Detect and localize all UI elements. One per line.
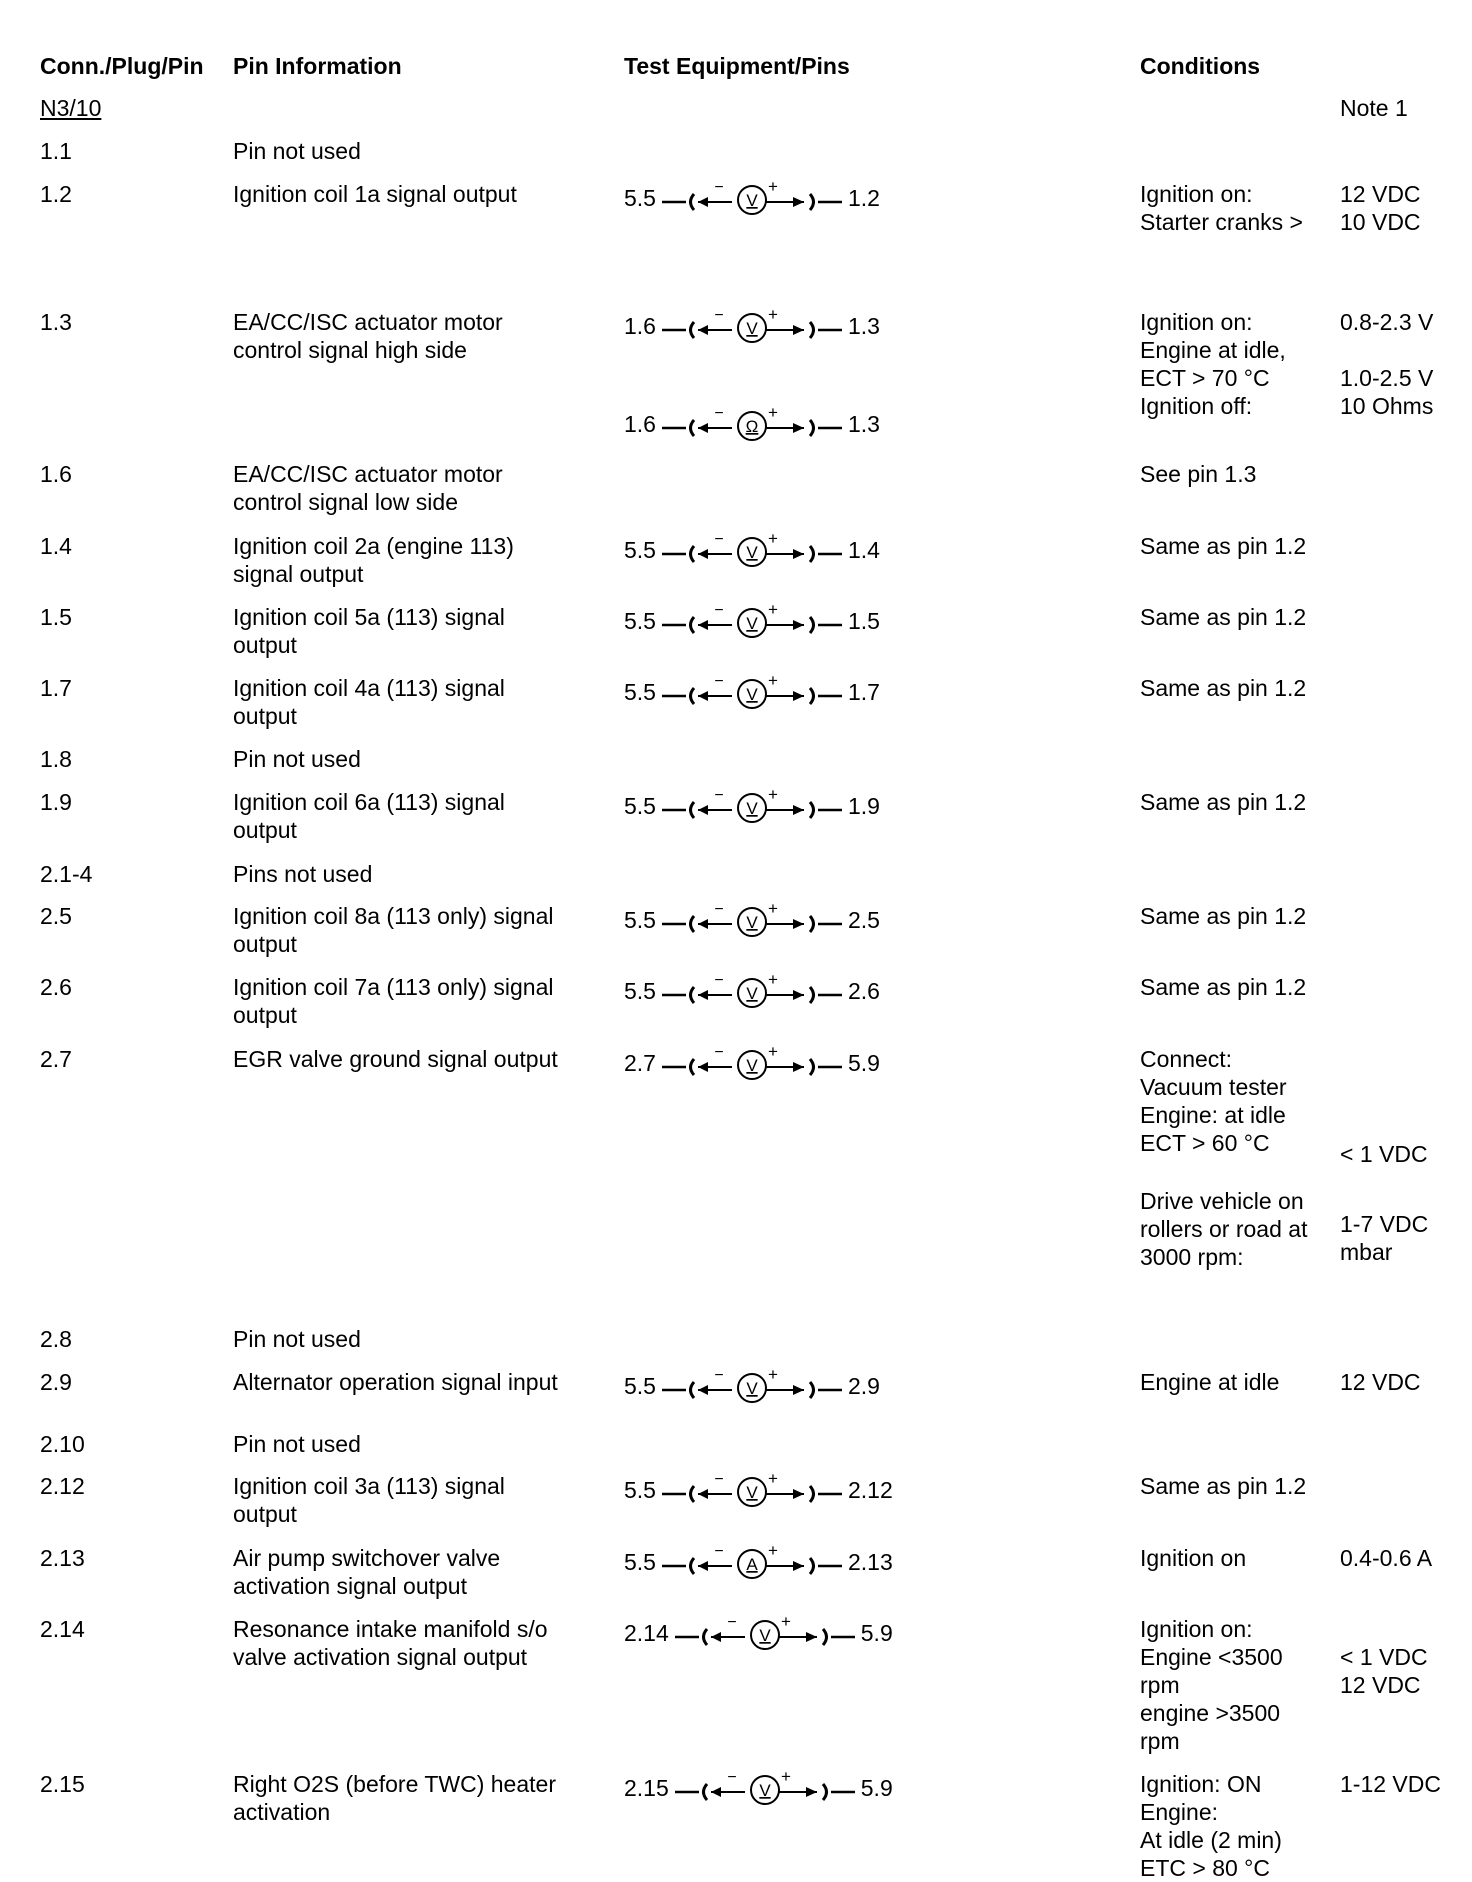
condition-value: 12 VDC: [1340, 181, 1421, 207]
test-meter: [624, 1768, 893, 1808]
condition-text: ETC > 80 °C: [1140, 1855, 1270, 1881]
header-pin-info: Pin Information: [233, 53, 402, 79]
pin-information: Pin not used: [233, 1431, 361, 1457]
condition-text: Ignition on:: [1140, 1616, 1253, 1642]
meter-left-pin: 5.5: [624, 185, 656, 211]
meter-symbol-voltmeter-icon: [662, 530, 842, 570]
header-conn: Conn./Plug/Pin: [40, 53, 204, 79]
pin-information: Ignition coil 6a (113) signal: [233, 789, 505, 815]
pin-information: output: [233, 632, 297, 658]
meter-right-pin: 1.4: [847, 537, 880, 563]
pin-information: Pin not used: [233, 138, 361, 164]
svg-text:+: +: [768, 1043, 778, 1061]
meter-symbol-ammeter-icon: [662, 1542, 842, 1582]
svg-text:−: −: [714, 307, 724, 324]
svg-text:−: −: [727, 1769, 737, 1786]
connector-id: N3/10: [40, 95, 102, 121]
svg-text:−: −: [714, 1543, 724, 1560]
pin-information: Ignition coil 5a (113) signal: [233, 604, 505, 630]
svg-text:+: +: [768, 672, 778, 690]
svg-text:V: V: [746, 319, 758, 338]
condition-value: 0.4-0.6 A: [1340, 1545, 1433, 1571]
test-meter: [624, 1470, 893, 1510]
meter-right-pin: 5.9: [860, 1620, 893, 1646]
condition-text: Ignition on:: [1140, 181, 1253, 207]
svg-text:+: +: [768, 1366, 778, 1384]
pin-information: signal output: [233, 561, 364, 587]
condition-text: Engine <3500: [1140, 1644, 1283, 1670]
pin-number: 1.2: [40, 181, 72, 207]
pin-information: EA/CC/ISC actuator motor: [233, 461, 503, 487]
pin-number: 1.4: [40, 533, 72, 559]
pin-information: Pin not used: [233, 746, 361, 772]
meter-right-pin: 2.13: [847, 1549, 893, 1575]
pin-number: 1.8: [40, 746, 72, 772]
pin-information: output: [233, 931, 297, 957]
pin-information: Alternator operation signal input: [233, 1369, 558, 1395]
pin-number: 1.3: [40, 309, 72, 335]
meter-left-pin: 5.5: [624, 537, 656, 563]
pin-information: activation: [233, 1799, 331, 1825]
pin-information: output: [233, 1501, 297, 1527]
meter-right-pin: 1.5: [847, 608, 880, 634]
meter-right-pin: 5.9: [860, 1775, 893, 1801]
condition-text: At idle (2 min): [1140, 1827, 1282, 1853]
meter-left-pin: 2.15: [624, 1775, 669, 1801]
svg-text:−: −: [714, 405, 724, 422]
meter-symbol-voltmeter-icon: [662, 1043, 842, 1083]
meter-symbol-voltmeter-icon: [662, 1366, 842, 1406]
svg-text:V: V: [759, 1781, 771, 1800]
condition-text: Same as pin 1.2: [1140, 974, 1307, 1000]
meter-symbol-voltmeter-icon: [662, 601, 842, 641]
condition-text: Engine: at idle: [1140, 1102, 1286, 1128]
svg-text:+: +: [780, 1768, 791, 1786]
svg-text:V: V: [746, 913, 758, 932]
condition-value: 0.8-2.3 V: [1340, 309, 1434, 335]
meter-left-pin: 5.5: [624, 1549, 656, 1575]
svg-text:−: −: [714, 673, 724, 690]
test-meter: [624, 1366, 880, 1406]
test-meter: [624, 1613, 893, 1653]
meter-left-pin: 5.5: [624, 978, 656, 1004]
meter-left-pin: 2.7: [624, 1050, 656, 1076]
pin-number: 2.5: [40, 903, 72, 929]
meter-left-pin: 5.5: [624, 1477, 656, 1503]
pin-information: Pin not used: [233, 1326, 361, 1352]
condition-text: Connect:: [1140, 1046, 1233, 1072]
pin-information: Air pump switchover valve: [233, 1545, 501, 1571]
svg-text:V: V: [746, 614, 758, 633]
pin-number: 1.9: [40, 789, 72, 815]
pin-information: Ignition coil 3a (113) signal: [233, 1473, 505, 1499]
meter-left-pin: 5.5: [624, 679, 656, 705]
condition-text: Ignition on: [1140, 1545, 1247, 1571]
svg-text:V: V: [746, 984, 758, 1003]
condition-text: 3000 rpm:: [1140, 1244, 1244, 1270]
svg-text:+: +: [768, 1542, 778, 1560]
condition-text: engine >3500: [1140, 1700, 1281, 1726]
pin-number: 1.1: [40, 138, 72, 164]
pin-information: Resonance intake manifold s/o: [233, 1616, 548, 1642]
condition-text: Vacuum tester: [1140, 1074, 1287, 1100]
condition-value: 1-7 VDC: [1340, 1211, 1429, 1237]
svg-text:−: −: [714, 1044, 724, 1061]
condition-value: mbar: [1340, 1239, 1393, 1265]
pin-number: 2.6: [40, 974, 72, 1000]
condition-text: Same as pin 1.2: [1140, 789, 1307, 815]
condition-text: Same as pin 1.2: [1140, 1473, 1307, 1499]
condition-text: rollers or road at: [1140, 1216, 1308, 1242]
meter-symbol-voltmeter-icon: [662, 786, 842, 826]
pin-information: Pins not used: [233, 861, 373, 887]
svg-text:V: V: [746, 191, 758, 210]
meter-symbol-voltmeter-icon: [662, 900, 842, 940]
test-meter: [624, 971, 880, 1011]
test-meter: [624, 900, 880, 940]
meter-right-pin: 2.9: [847, 1373, 880, 1399]
meter-right-pin: 1.7: [847, 679, 880, 705]
svg-text:+: +: [768, 601, 778, 619]
condition-value: 1-12 VDC: [1340, 1771, 1441, 1797]
condition-text: See pin 1.3: [1140, 461, 1257, 487]
pin-information: output: [233, 1002, 297, 1028]
test-meter: [624, 672, 880, 712]
condition-text: Same as pin 1.2: [1140, 533, 1307, 559]
pin-information: EGR valve ground signal output: [233, 1046, 558, 1072]
pin-number: 2.7: [40, 1046, 72, 1072]
svg-text:V: V: [746, 543, 758, 562]
pin-information: Ignition coil 1a signal output: [233, 181, 517, 207]
pin-number: 2.13: [40, 1545, 85, 1571]
test-meter: [624, 1043, 880, 1083]
test-meter: [624, 530, 880, 570]
condition-value: 12 VDC: [1340, 1672, 1421, 1698]
pin-information: output: [233, 703, 297, 729]
svg-text:Ω: Ω: [745, 417, 759, 436]
pin-information: Ignition coil 7a (113 only) signal: [233, 974, 554, 1000]
pin-number: 2.15: [40, 1771, 85, 1797]
condition-text: Ignition off:: [1140, 393, 1253, 419]
pin-information: activation signal output: [233, 1573, 467, 1599]
pin-information: Ignition coil 2a (engine 113): [233, 533, 514, 559]
svg-text:V: V: [746, 1056, 758, 1075]
condition-text: Engine:: [1140, 1799, 1219, 1825]
test-meter: [624, 601, 880, 641]
svg-text:+: +: [780, 1613, 791, 1631]
condition-text: Same as pin 1.2: [1140, 604, 1307, 630]
svg-text:−: −: [727, 1614, 737, 1631]
condition-value: < 1 VDC: [1340, 1644, 1428, 1670]
pin-number: 2.1-4: [40, 861, 93, 887]
test-meter: [624, 178, 880, 218]
test-meter: [624, 786, 880, 826]
meter-symbol-ohmmeter-icon: [662, 404, 842, 444]
svg-text:−: −: [714, 901, 724, 918]
condition-text: Same as pin 1.2: [1140, 903, 1307, 929]
condition-value: 1.0-2.5 V: [1340, 365, 1434, 391]
svg-text:A: A: [746, 1555, 758, 1574]
header-conditions: Conditions: [1140, 53, 1261, 79]
meter-left-pin: 1.6: [624, 411, 656, 437]
pin-information: output: [233, 817, 297, 843]
meter-symbol-voltmeter-icon: [675, 1768, 855, 1808]
condition-text: ECT > 70 °C: [1140, 365, 1270, 391]
svg-text:V: V: [759, 1626, 771, 1645]
test-meter: [624, 1542, 893, 1582]
pin-number: 1.6: [40, 461, 72, 487]
svg-text:+: +: [768, 404, 778, 422]
pin-information: control signal low side: [233, 489, 459, 515]
meter-right-pin: 2.12: [847, 1477, 893, 1503]
pin-number: 2.10: [40, 1431, 85, 1457]
condition-text: Drive vehicle on: [1140, 1188, 1304, 1214]
condition-value: 10 Ohms: [1340, 393, 1434, 419]
meter-symbol-voltmeter-icon: [675, 1613, 855, 1653]
pin-information: control signal high side: [233, 337, 467, 363]
test-meter: [624, 306, 880, 346]
svg-text:−: −: [714, 1367, 724, 1384]
condition-text: ECT > 60 °C: [1140, 1130, 1270, 1156]
condition-text: Ignition on:: [1140, 309, 1253, 335]
svg-text:V: V: [746, 1379, 758, 1398]
condition-value: 12 VDC: [1340, 1369, 1421, 1395]
meter-right-pin: 2.6: [847, 978, 880, 1004]
pin-number: 2.14: [40, 1616, 85, 1642]
meter-symbol-voltmeter-icon: [662, 1470, 842, 1510]
svg-text:−: −: [714, 1471, 724, 1488]
pin-number: 2.12: [40, 1473, 85, 1499]
svg-text:−: −: [714, 531, 724, 548]
pin-number: 1.5: [40, 604, 72, 630]
svg-text:V: V: [746, 799, 758, 818]
meter-right-pin: 2.5: [847, 907, 880, 933]
meter-symbol-voltmeter-icon: [662, 672, 842, 712]
meter-left-pin: 1.6: [624, 313, 656, 339]
meter-left-pin: 5.5: [624, 608, 656, 634]
header-test-equipment: Test Equipment/Pins: [624, 53, 850, 79]
svg-text:V: V: [746, 1483, 758, 1502]
meter-left-pin: 2.14: [624, 1620, 669, 1646]
meter-right-pin: 1.2: [847, 185, 880, 211]
svg-text:+: +: [768, 530, 778, 548]
svg-text:+: +: [768, 306, 778, 324]
condition-value: 10 VDC: [1340, 209, 1421, 235]
svg-text:+: +: [768, 971, 778, 989]
svg-text:−: −: [714, 179, 724, 196]
meter-right-pin: 1.3: [847, 411, 880, 437]
test-meter: [624, 404, 880, 444]
pin-number: 2.9: [40, 1369, 72, 1395]
pin-number: 1.7: [40, 675, 72, 701]
meter-symbol-voltmeter-icon: [662, 971, 842, 1011]
condition-text: Engine at idle: [1140, 1369, 1280, 1395]
svg-text:+: +: [768, 178, 778, 196]
condition-text: Engine at idle,: [1140, 337, 1286, 363]
condition-text: rpm: [1140, 1728, 1180, 1754]
pin-information: EA/CC/ISC actuator motor: [233, 309, 503, 335]
meter-symbol-voltmeter-icon: [662, 306, 842, 346]
meter-left-pin: 5.5: [624, 1373, 656, 1399]
note-ref: Note 1: [1340, 95, 1408, 121]
condition-value: < 1 VDC: [1340, 1141, 1428, 1167]
pin-number: 2.8: [40, 1326, 72, 1352]
svg-text:V: V: [746, 685, 758, 704]
meter-right-pin: 1.3: [847, 313, 880, 339]
svg-text:+: +: [768, 900, 778, 918]
pin-information: Ignition coil 4a (113) signal: [233, 675, 505, 701]
pin-information: Ignition coil 8a (113 only) signal: [233, 903, 554, 929]
condition-text: Ignition: ON: [1140, 1771, 1262, 1797]
svg-text:−: −: [714, 972, 724, 989]
pin-information: valve activation signal output: [233, 1644, 528, 1670]
meter-right-pin: 5.9: [847, 1050, 880, 1076]
condition-text: Starter cranks >: [1140, 209, 1303, 235]
svg-text:+: +: [768, 1470, 778, 1488]
condition-text: Same as pin 1.2: [1140, 675, 1307, 701]
meter-symbol-voltmeter-icon: [662, 178, 842, 218]
svg-text:−: −: [714, 787, 724, 804]
meter-left-pin: 5.5: [624, 793, 656, 819]
svg-text:−: −: [714, 602, 724, 619]
condition-text: rpm: [1140, 1672, 1180, 1698]
meter-right-pin: 1.9: [847, 793, 880, 819]
pin-information: Right O2S (before TWC) heater: [233, 1771, 556, 1797]
meter-left-pin: 5.5: [624, 907, 656, 933]
svg-text:+: +: [768, 786, 778, 804]
